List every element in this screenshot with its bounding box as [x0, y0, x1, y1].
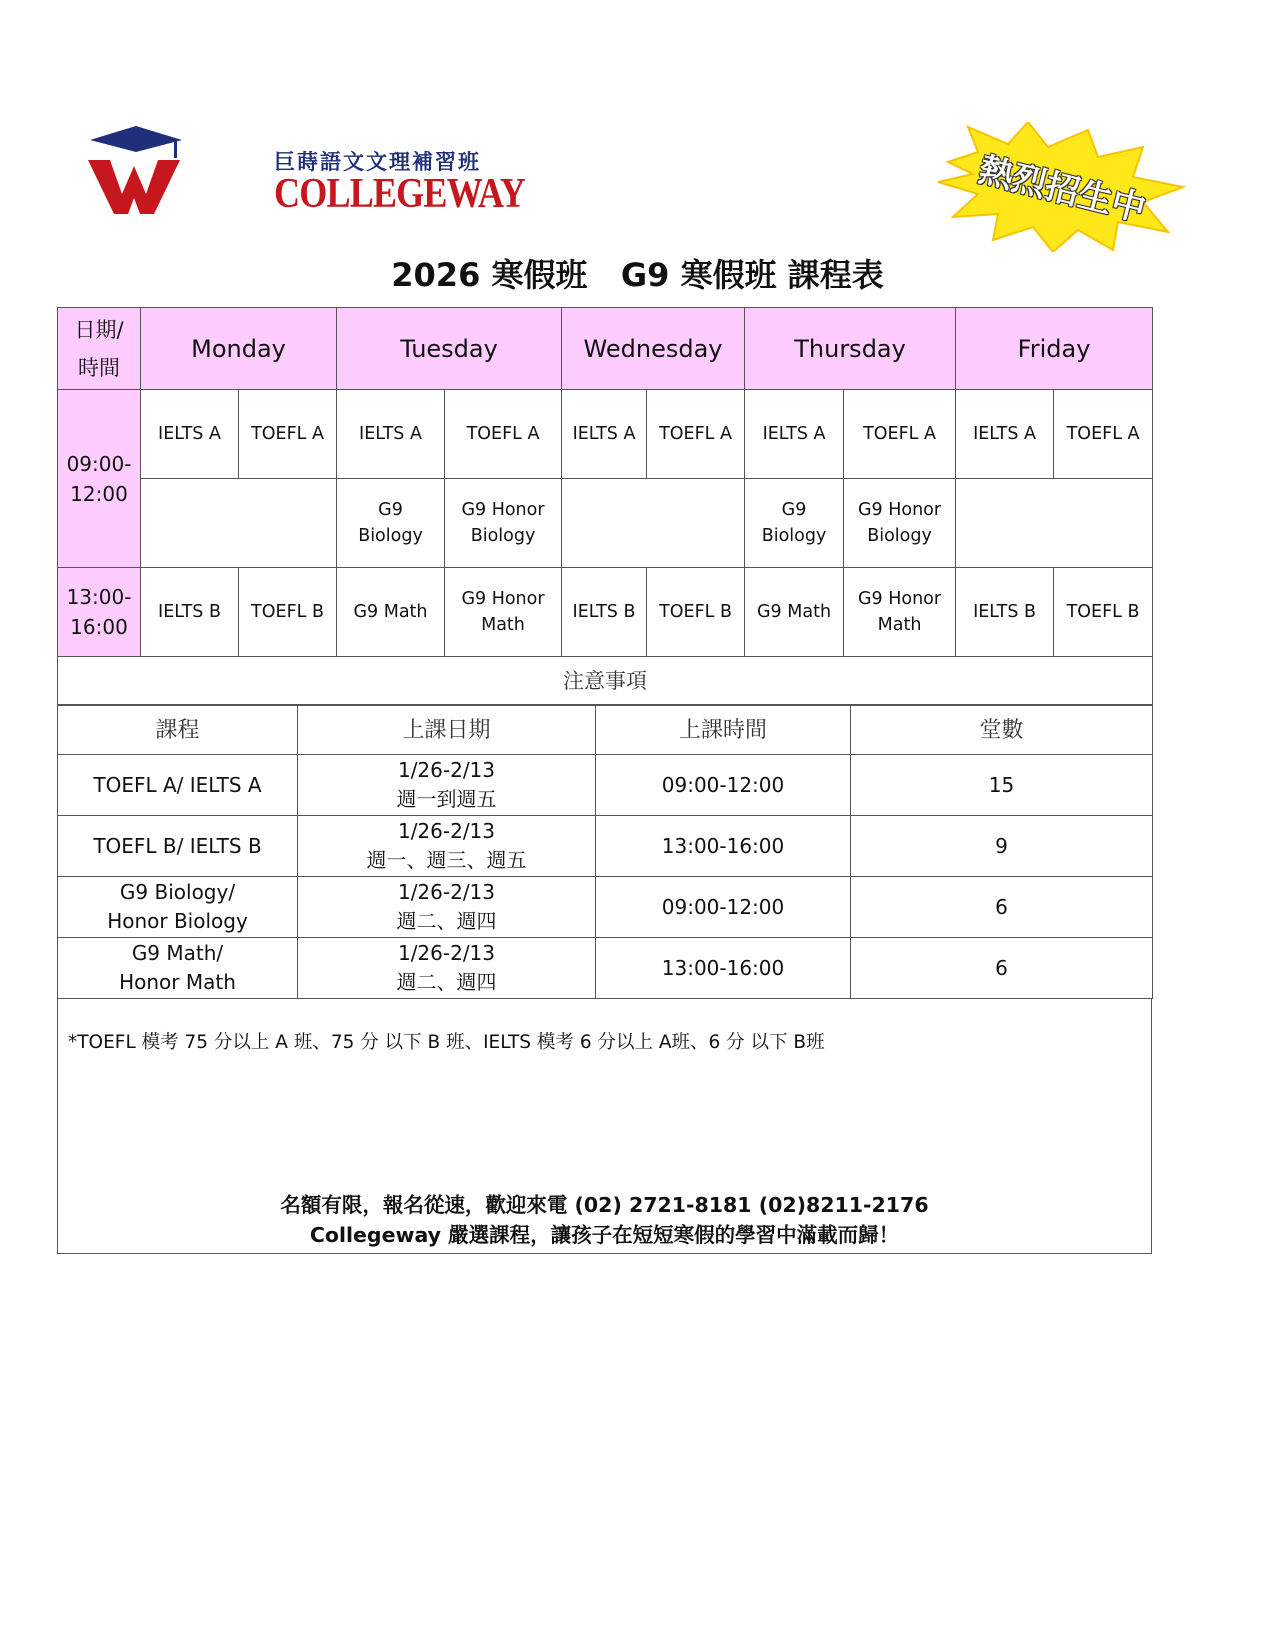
empty-cell [562, 479, 745, 568]
contact-line: 名額有限，報名從速，歡迎來電 (02) 2721-8181 (02)8211-2176 [280, 1193, 929, 1217]
date-range [298, 877, 596, 938]
class-cell: IELTS A [337, 390, 445, 479]
graduation-cap-w-icon [88, 122, 198, 222]
empty-cell [956, 479, 1153, 568]
empty-cell [141, 479, 337, 568]
column-header-time: 上課時間 [596, 706, 851, 755]
placement-footnote: *TOEFL 模考 75 分以上 A 班、75 分 以下 B 班、IELTS 模考 6 分以上 A班、6 分 以下 B班 [68, 1032, 825, 1053]
class-cell: G9 Honor Biology [844, 479, 956, 568]
day-header-wednesday: Wednesday [562, 308, 745, 390]
course-notes-table [57, 705, 1153, 999]
class-cell: TOEFL B [239, 568, 337, 657]
session-count: 6 [851, 938, 1153, 999]
date-range [298, 816, 596, 877]
weekdays: 週一、週三、週五 [366, 848, 527, 872]
weekdays: 週一到週五 [396, 787, 497, 811]
date-time-header [58, 308, 141, 390]
time-slot-afternoon: 13:00- 16:00 [58, 568, 141, 657]
day-header-tuesday: Tuesday [337, 308, 562, 390]
column-header-count: 堂數 [851, 706, 1153, 755]
class-cell: G9 Honor Math [445, 568, 562, 657]
slogan-line: Collegeway 嚴選課程，讓孩子在短短寒假的學習中滿載而歸！ [309, 1223, 900, 1247]
date-range-value: 1/26-2/13 [397, 819, 496, 843]
date-range-value: 1/26-2/13 [397, 880, 496, 904]
date-range-value: 1/26-2/13 [397, 941, 496, 965]
class-time: 09:00-12:00 [596, 877, 851, 938]
enrollment-badge [938, 122, 1188, 252]
session-count: 9 [851, 816, 1153, 877]
date-range [298, 755, 596, 816]
class-cell: G9 Biology [745, 479, 844, 568]
collegeway-logo [88, 122, 526, 222]
day-header-thursday: Thursday [745, 308, 956, 390]
class-cell: G9 Math [337, 568, 445, 657]
date-range [298, 938, 596, 999]
time-slot-morning: 09:00- 12:00 [58, 390, 141, 568]
class-cell: G9 Biology [337, 479, 445, 568]
corner-label-line2: 時間 [78, 355, 120, 380]
class-cell: IELTS B [141, 568, 239, 657]
day-header-friday: Friday [956, 308, 1153, 390]
class-time: 13:00-16:00 [596, 938, 851, 999]
weekly-schedule-table [57, 307, 1153, 705]
column-header-course: 課程 [58, 706, 298, 755]
course-name: TOEFL B/ IELTS B [58, 816, 298, 877]
table-row [58, 877, 1153, 938]
class-cell: G9 Honor Math [844, 568, 956, 657]
table-row [58, 755, 1153, 816]
class-cell: TOEFL A [239, 390, 337, 479]
course-name: G9 Math/ Honor Math [58, 938, 298, 999]
course-name: TOEFL A/ IELTS A [58, 755, 298, 816]
class-cell: IELTS B [562, 568, 647, 657]
logo-chinese-name: 巨蒔語文文理補習班 [274, 149, 481, 174]
class-cell: TOEFL A [647, 390, 745, 479]
class-cell: TOEFL A [1054, 390, 1153, 479]
weekdays: 週二、週四 [396, 909, 497, 933]
day-header-monday: Monday [141, 308, 337, 390]
table-row [58, 938, 1153, 999]
session-count: 15 [851, 755, 1153, 816]
class-cell: IELTS A [141, 390, 239, 479]
class-cell: G9 Math [745, 568, 844, 657]
course-name: G9 Biology/ Honor Biology [58, 877, 298, 938]
column-header-date: 上課日期 [298, 706, 596, 755]
class-cell: G9 Honor Biology [445, 479, 562, 568]
page-title: 2026 寒假班 G9 寒假班 課程表 [391, 256, 884, 294]
class-time: 13:00-16:00 [596, 816, 851, 877]
session-count: 6 [851, 877, 1153, 938]
logo-english-name: COLLEGEWAY [274, 171, 526, 217]
table-row [58, 816, 1153, 877]
corner-label-line1: 日期/ [74, 317, 124, 342]
class-cell: IELTS B [956, 568, 1054, 657]
class-time: 09:00-12:00 [596, 755, 851, 816]
weekdays: 週二、週四 [396, 970, 497, 994]
class-cell: IELTS A [956, 390, 1054, 479]
notes-heading: 注意事項 [58, 657, 1153, 705]
class-cell: TOEFL B [647, 568, 745, 657]
class-cell: IELTS A [562, 390, 647, 479]
class-cell: TOEFL A [445, 390, 562, 479]
footer-box [57, 998, 1152, 1254]
class-cell: TOEFL A [844, 390, 956, 479]
badge-text: 熱烈招生中 [974, 149, 1150, 230]
class-cell: TOEFL B [1054, 568, 1153, 657]
date-range-value: 1/26-2/13 [397, 758, 496, 782]
class-cell: IELTS A [745, 390, 844, 479]
